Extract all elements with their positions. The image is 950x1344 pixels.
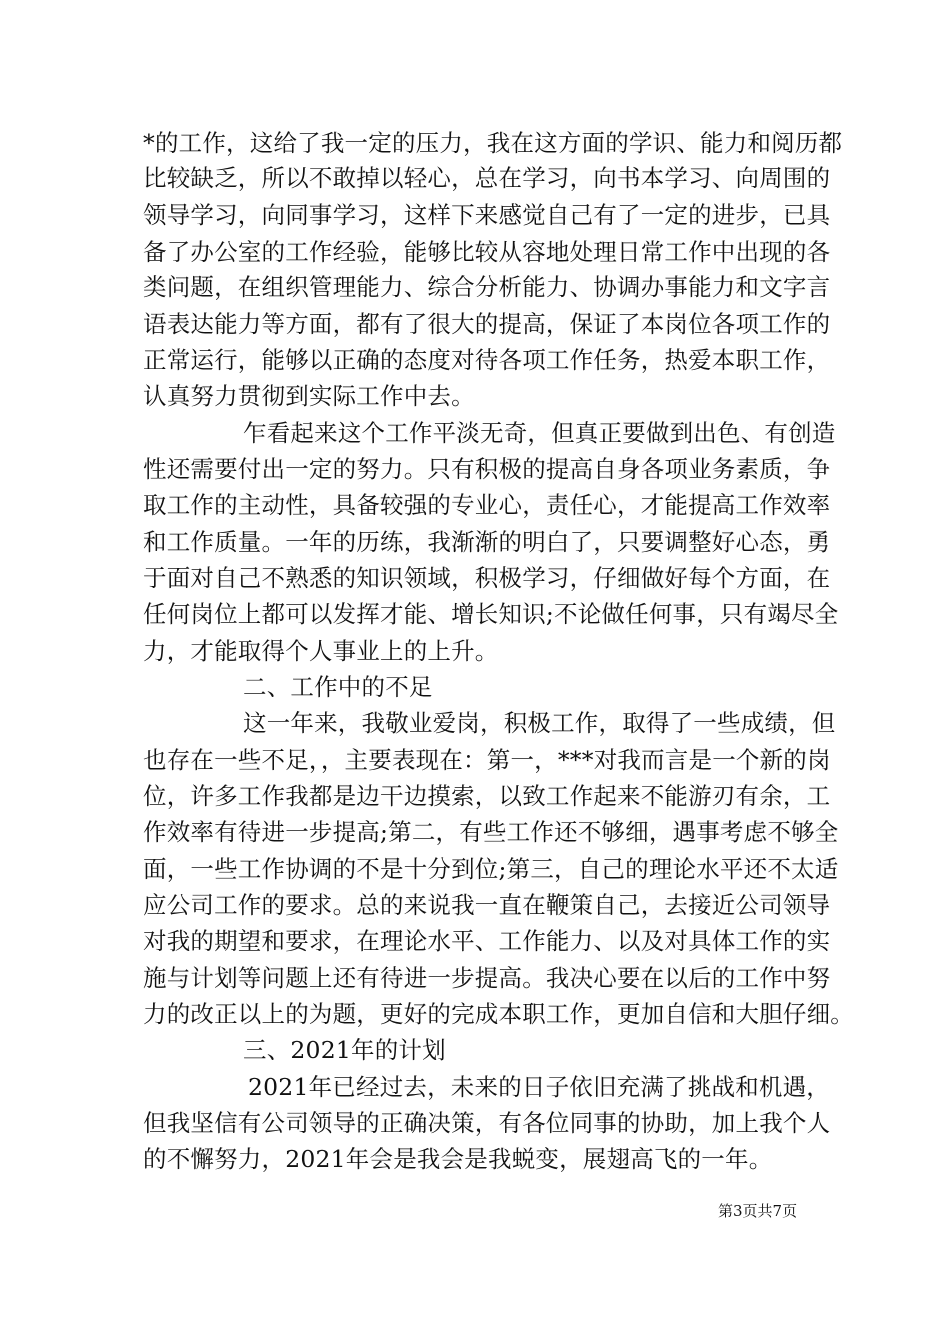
text-line: 也存在一些不足，，主要表现在：第一，***对我而言是一个新的岗 [143,746,831,774]
text-line: 于面对自己不熟悉的知识领域，积极学习，仔细做好每个方面，在 [143,564,831,592]
text-line: 正常运行，能够以正确的态度对待各项工作任务，热爱本职工作， [143,346,831,374]
text-line: 对我的期望和要求，在理论水平、工作能力、以及对具体工作的实 [143,927,831,955]
text-line: 应公司工作的要求。总的来说我一直在鞭策自己，去接近公司领导 [143,891,831,919]
text-line: 备了办公室的工作经验，能够比较从容地处理日常工作中出现的各 [143,238,831,266]
text-line: 类问题，在组织管理能力、综合分析能力、协调办事能力和文字言 [143,273,831,301]
text-line: 面，一些工作协调的不是十分到位;第三，自己的理论水平还不太适 [143,855,839,883]
text-line: 作效率有待进一步提高;第二，有些工作还不够细，遇事考虑不够全 [143,818,839,846]
section-heading: 二、工作中的不足 [243,673,433,701]
text-line: 力，才能取得个人事业上的上升。 [143,637,499,665]
text-line: 语表达能力等方面，都有了很大的提高，保证了本岗位各项工作的 [143,310,831,338]
text-line: 和工作质量。一年的历练，我渐渐的明白了，只要调整好心态，勇 [143,528,831,556]
text-line: 这一年来，我敬业爱岗，积极工作，取得了一些成绩，但 [243,709,836,737]
text-line: 但我坚信有公司领导的正确决策，有各位同事的协助，加上我个人 [143,1109,831,1137]
text-line: 乍看起来这个工作平淡无奇，但真正要做到出色、有创造 [243,419,836,447]
text-line: 力的改正以上的为题，更好的完成本职工作，更加自信和大胆仔细。 [143,1000,854,1028]
text-line: 取工作的主动性，具备较强的专业心，责任心，才能提高工作效率 [143,491,831,519]
text-line: 的不懈努力，2021年会是我会是我蜕变，展翅高飞的一年。 [143,1145,773,1173]
text-line: 领导学习，向同事学习，这样下来感觉自己有了一定的进步，已具 [143,201,831,229]
section-heading: 三、2021年的计划 [243,1036,446,1064]
page-number: 第3页共7页 [718,1202,798,1220]
text-line: 性还需要付出一定的努力。只有积极的提高自身各项业务素质，争 [143,455,831,483]
text-line: 施与计划等问题上还有待进一步提高。我决心要在以后的工作中努 [143,964,831,992]
text-line: *的工作，这给了我一定的压力，我在这方面的学识、能力和阅历都 [143,129,843,157]
text-line: 任何岗位上都可以发挥才能、增长知识;不论做任何事，只有竭尽全 [143,600,839,628]
text-line: 2021年已经过去，未来的日子依旧充满了挑战和机遇， [248,1073,831,1101]
text-line: 位，许多工作我都是边干边摸索，以致工作起来不能游刃有余，工 [143,782,831,810]
text-line: 比较缺乏，所以不敢掉以轻心，总在学习，向书本学习、向周围的 [143,164,831,192]
text-line: 认真努力贯彻到实际工作中去。 [143,382,475,410]
